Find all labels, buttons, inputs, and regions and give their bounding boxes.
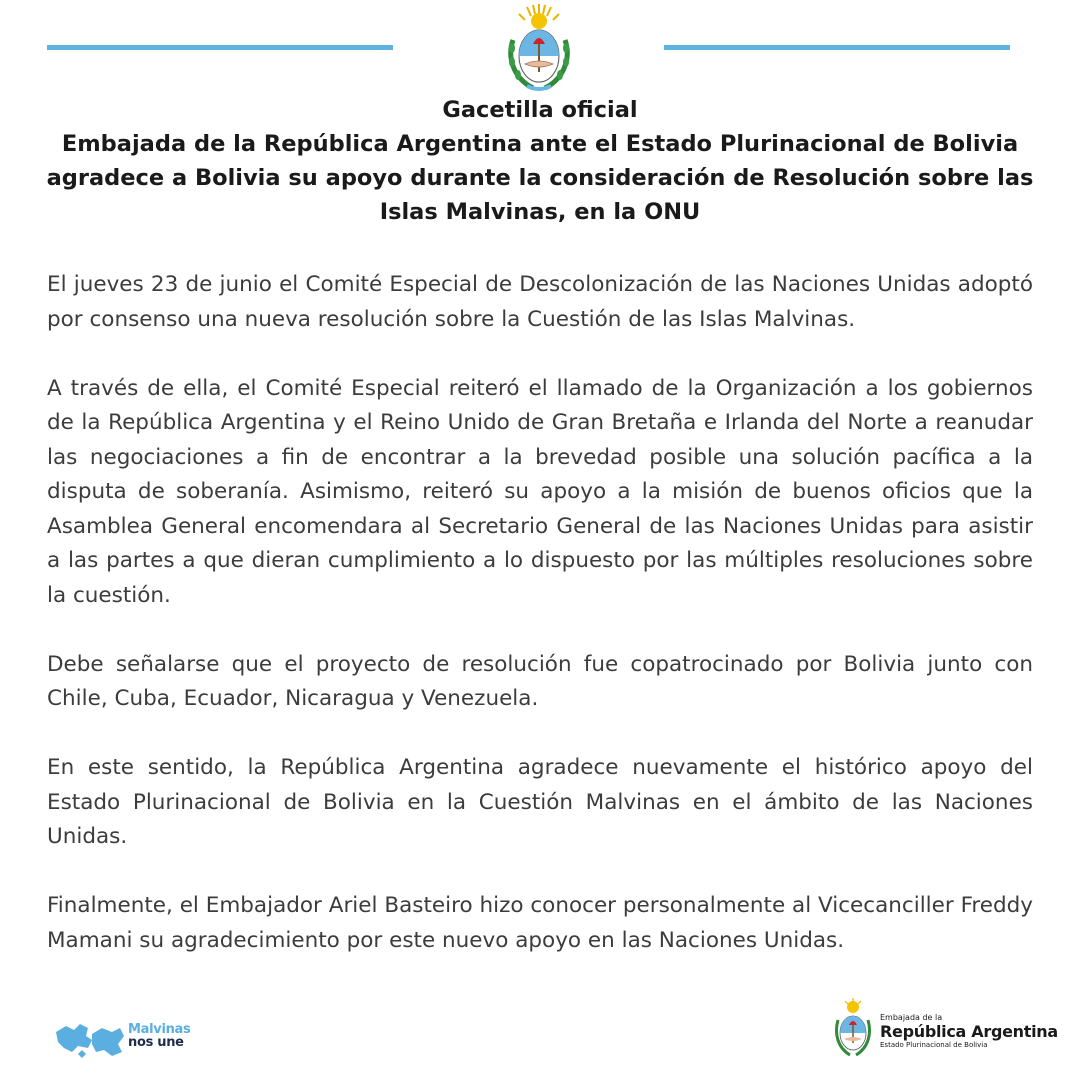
embassy-logo-line-1: Embajada de la <box>880 1013 943 1022</box>
header-rule-left <box>47 45 393 50</box>
headline <box>40 93 1040 229</box>
malvinas-logo-line-1: Malvinas <box>128 1022 191 1037</box>
malvinas-logo <box>128 1023 190 1049</box>
body-paragraph-1: El jueves 23 de junio el Comité Especial de Descolonización de las Naciones Unidas adoptó por consenso una nueva resolución sobre la Cuestión de las Islas Malvinas. <box>47 272 1033 332</box>
press-release-body <box>47 268 1033 993</box>
headline-subtitle-line-2: agradece a Bolivia su apoyo durante la consideración de Resolución sobre las <box>46 165 1034 191</box>
body-paragraph-4: En este sentido, la República Argentina agradece nuevamente el histórico apoyo del Estado Plurinacional de Bolivia en la Cuestión Malvinas en el ámbito de las Naciones Unidas. <box>47 755 1033 849</box>
headline-title: Gacetilla oficial <box>442 97 638 123</box>
embassy-logo <box>880 1013 1058 1050</box>
embassy-coat-of-arms-icon <box>832 998 874 1058</box>
argentina-coat-of-arms-icon <box>503 2 575 94</box>
body-paragraph-2: A través de ella, el Comité Especial reiteró el llamado de la Organización a los gobiernos de la República Argentina y el Reino Unido de Gran Bretaña e Irlanda del Norte a reanudar las negociaciones a fin de encontrar a la brevedad posible una solución pacífica a la disputa de soberanía. Asimismo, reiteró su apoyo a la misión de buenos oficios que la Asamblea General encomendara al Secretario General de las Naciones Unidas para asistir a las partes a que dieran cumplimiento a lo dispuesto por las múltiples resoluciones sobre la cuestión. <box>47 375 1033 608</box>
body-paragraph-3: Debe señalarse que el proyecto de resolución fue copatrocinado por Bolivia junto con Chile, Cuba, Ecuador, Nicaragua y Venezuela. <box>47 651 1033 711</box>
malvinas-logo-line-2: nos une <box>128 1035 184 1050</box>
headline-subtitle-line-1: Embajada de la República Argentina ante el Estado Plurinacional de Bolivia <box>61 131 1019 157</box>
headline-subtitle-line-3: Islas Malvinas, en la ONU <box>379 199 701 225</box>
embassy-logo-line-3: Estado Plurinacional de Bolivia <box>880 1041 988 1049</box>
embassy-logo-line-2: República Argentina <box>880 1022 1058 1041</box>
header-rule-right <box>664 45 1010 50</box>
body-paragraph-5: Finalmente, el Embajador Ariel Basteiro hizo conocer personalmente al Vicecanciller Freddy Mamani su agradecimiento por este nuevo apoyo en las Naciones Unidas. <box>47 893 1033 953</box>
